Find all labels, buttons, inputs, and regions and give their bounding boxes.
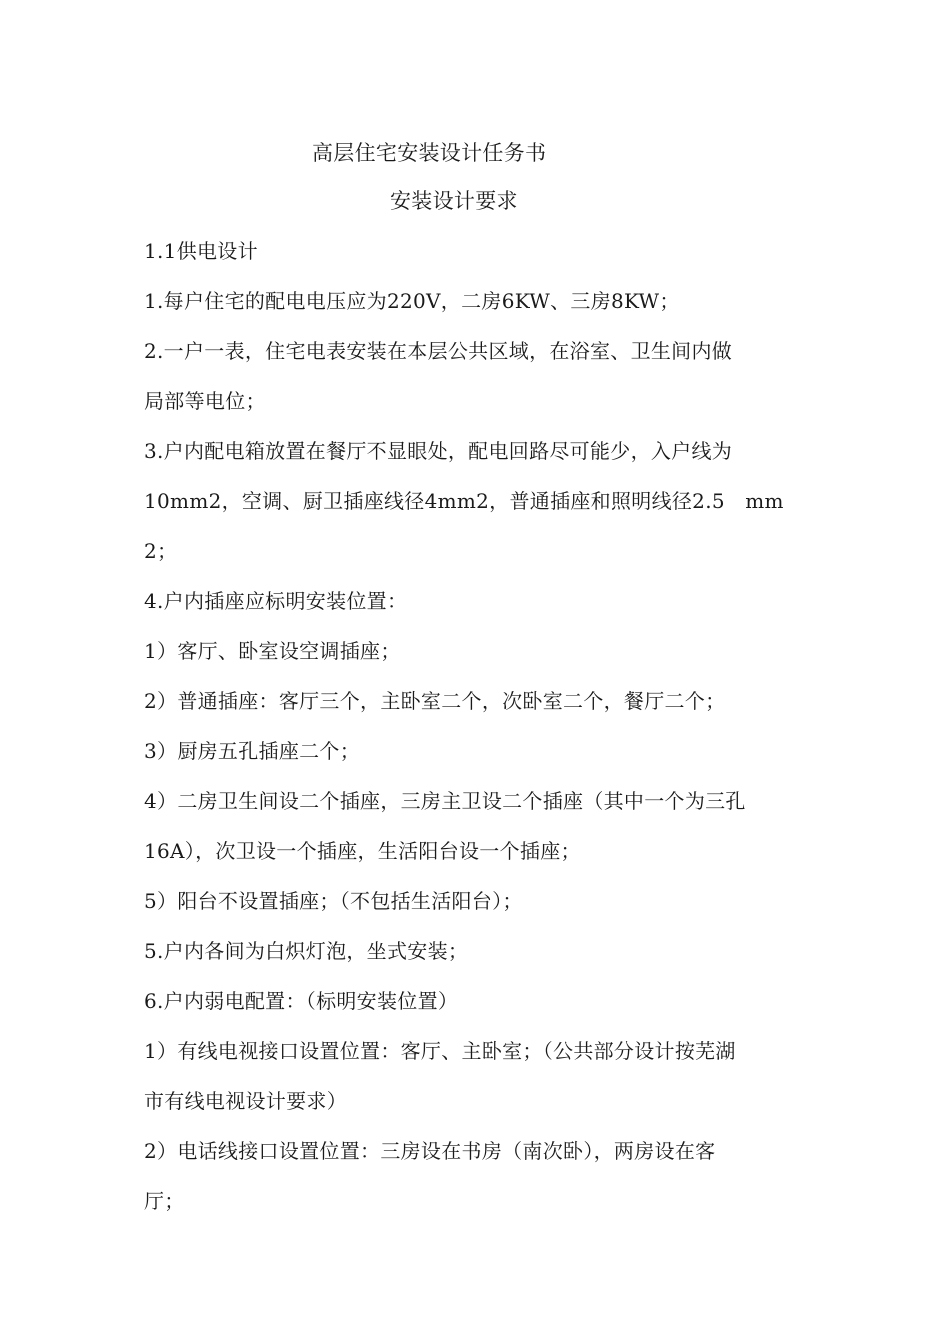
- paragraph-line: 5.户内各间为白炽灯泡，坐式安装；: [144, 939, 469, 963]
- list-item: 1）客厅、卧室设空调插座；: [144, 639, 401, 663]
- list-item: 2）普通插座：客厅三个，主卧室二个，次卧室二个，餐厅二个；: [144, 689, 726, 713]
- paragraph-line: 2；: [144, 539, 178, 563]
- list-item: 厅；: [144, 1189, 185, 1213]
- paragraph-line: 2.一户一表，住宅电表安装在本层公共区域，在浴室、卫生间内做: [144, 339, 733, 363]
- paragraph-line: 3.户内配电箱放置在餐厅不显眼处，配电回路尽可能少，入户线为: [144, 439, 733, 463]
- list-item: 4）二房卫生间设二个插座，三房主卫设二个插座（其中一个为三孔: [144, 789, 746, 813]
- paragraph-line: 10mm2，空调、厨卫插座线径4mm2，普通插座和照明线径2.5 mm: [144, 489, 784, 513]
- document-title: 高层住宅安装设计任务书: [312, 141, 547, 165]
- paragraph-line: 4.户内插座应标明安装位置：: [144, 589, 408, 613]
- paragraph-line: 6.户内弱电配置：（标明安装位置）: [144, 989, 459, 1013]
- list-item: 16A），次卫设一个插座，生活阳台设一个插座；: [144, 839, 581, 863]
- list-item: 5）阳台不设置插座；（不包括生活阳台）；: [144, 889, 523, 913]
- section-heading: 1.1供电设计: [144, 239, 258, 263]
- paragraph-line: 1.每户住宅的配电电压应为220V，二房6KW、三房8KW；: [144, 289, 680, 313]
- paragraph-line: 局部等电位；: [144, 389, 266, 413]
- document-subtitle: 安装设计要求: [390, 189, 518, 213]
- list-item: 市有线电视设计要求）: [144, 1089, 347, 1113]
- list-item: 2）电话线接口设置位置：三房设在书房（南次卧），两房设在客: [144, 1139, 716, 1163]
- list-item: 1）有线电视接口设置位置：客厅、主卧室；（公共部分设计按芜湖: [144, 1039, 736, 1063]
- list-item: 3）厨房五孔插座二个；: [144, 739, 361, 763]
